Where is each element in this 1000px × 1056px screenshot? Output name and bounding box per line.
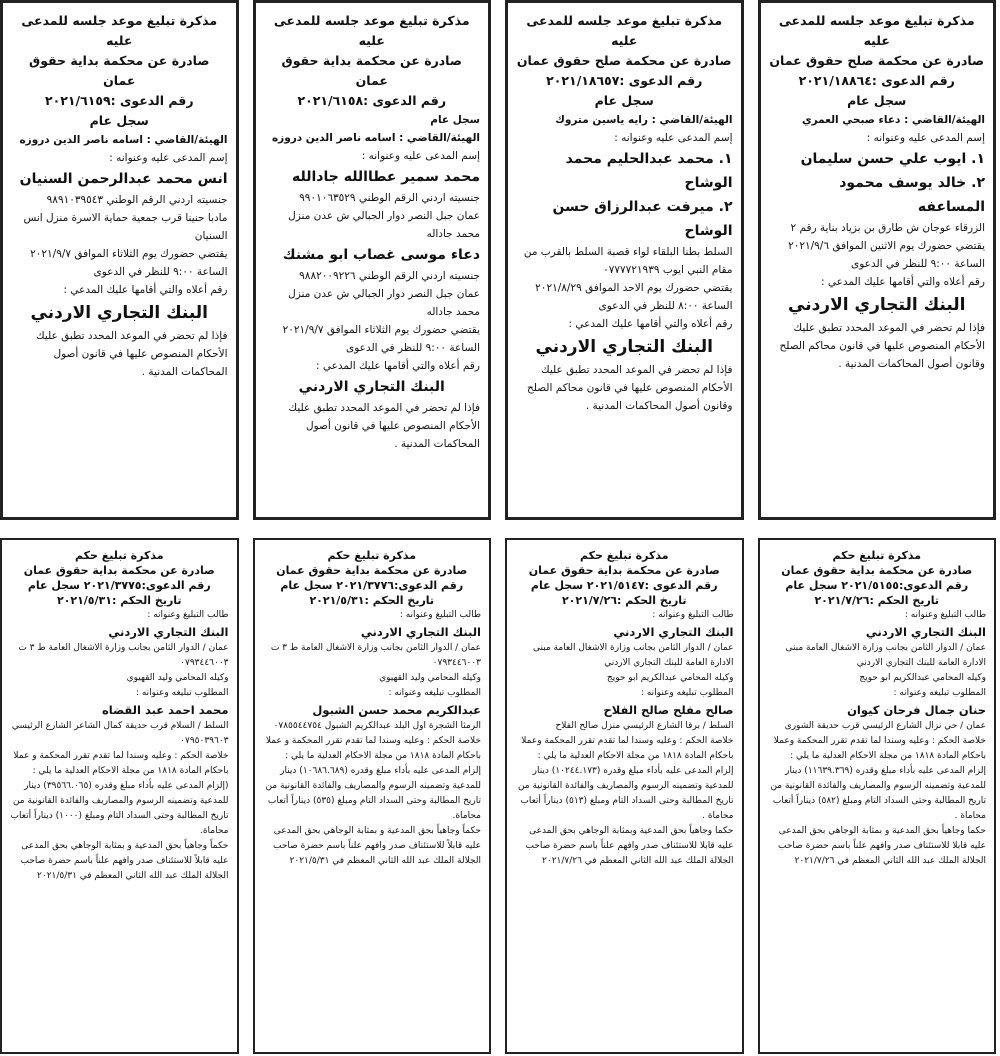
notice-court: صادرة عن محكمة بداية حقوق عمان <box>29 53 210 88</box>
hearing-notice-4 <box>0 0 239 520</box>
hearing-text: يقتضي حضورك يوم الاثنين الموافق ٢٠٢١/٩/٦ الساعة ٩:٠٠ للنظر في الدعوى <box>788 240 985 270</box>
defendant-name: دعاء موسى غصاب ابو مشنك <box>282 247 480 263</box>
notice-registry: سجل عام <box>89 113 149 128</box>
notice-title: مذكرة تبليغ حكم <box>74 549 164 562</box>
judgment-date: تاريخ الحكم :٢٠٢١/٧/٢٦ <box>561 594 687 607</box>
defendant-address: عمان جبل النصر دوار الجبالي ش عدن منزل محمد جاداله <box>288 210 480 240</box>
notice-judge: الهيئة/القاضي : دعاء صبحي العمري <box>801 114 985 126</box>
notice-registry: سجل عام <box>594 93 654 108</box>
defendant-label: إسم المدعى عليه وعنوانه : <box>361 150 480 162</box>
notice-title: مذكرة تبليغ موعد جلسه للمدعى عليه <box>273 13 470 48</box>
case-reference: رقم أعلاه والتي أقامها عليك المدعي : <box>821 276 985 288</box>
requester-address: عمان / الدوار الثامن بجانب وزارة الاشغال العامة مبنى الادارة العامة للبنك التجاري الاردني <box>532 643 734 668</box>
requester-name: البنك التجاري الاردني <box>360 625 481 639</box>
notice-case-number: رقم الدعوى:٢٠٢١/٣٧٧٦ سجل عام <box>280 579 464 592</box>
notice-title: مذكرة تبليغ حكم <box>832 549 922 562</box>
case-reference: رقم أعلاه والتي أقامها عليك المدعي : <box>63 284 228 296</box>
hearing-notice-3 <box>253 0 492 520</box>
served-label: المطلوب تبليغه وعنوانه : <box>640 688 734 698</box>
hearing-notice-1 <box>758 0 997 520</box>
judgment-summary: خلاصة الحكم : وعليه وسندا لما تقدم تقرر المحكمة وعملا باحكام المادة ١٨١٨ من مجلة الاحكام العدلية ما يلي : <box>773 736 986 761</box>
requester-address: عمان / الدوار الثامن بجانب وزارة الاشغال العامة مبنى الادارة العامة للبنك التجاري الاردني <box>785 643 986 668</box>
notice-court: صادرة عن محكمة صلح حقوق عمان <box>769 53 985 68</box>
defendant-label: إسم المدعى عليه وعنوانه : <box>866 132 985 144</box>
defendant-id: جنسيته اردني الرقم الوطني ٩٨٩١٠٣٩٥٤٣ <box>46 194 228 206</box>
warning-text: فإذا لم تحضر في الموعد المحدد تطبق عليك الأحكام المنصوص عليها في قانون أصول المحاكمات المدنية . <box>36 330 228 378</box>
defendant-address: عمان جبل النصر دوار الجبالي ش عدن منزل محمد جاداله <box>288 288 480 318</box>
lawyer-name: وكيله المحامي عبدالكريم ابو حويج <box>606 673 734 683</box>
case-reference: رقم أعلاه والتي أقامها عليك المدعي : <box>316 360 480 372</box>
plaintiff-name: البنك التجاري الاردني <box>788 295 966 315</box>
judgment-notice-3 <box>253 538 492 1054</box>
requester-label: طالب التبليغ وعنوانه : <box>904 610 986 620</box>
judgment-date: تاريخ الحكم :٢٠٢١/٥/٣١ <box>309 594 435 607</box>
notice-registry: سجل عام <box>430 114 480 126</box>
defendant-name: ٢. ميرفت عبدالرزاق حسن الوشاح <box>552 199 733 239</box>
served-address: عمان / حي نزال الشارع الرئيسي قرب حديقة الشورى <box>784 721 986 731</box>
notice-court: صادرة عن محكمة بداية حقوق عمان <box>276 564 468 577</box>
served-name: صالح مفلح صالح الفلاح <box>603 703 734 717</box>
defendant-id: جنسيته اردني الرقم الوطني ٩٨٨٢٠٠٩٢٢٦ <box>299 270 480 282</box>
notice-title: مذكرة تبليغ موعد جلسه للمدعى عليه <box>21 13 218 48</box>
defendant-name: ١. محمد عبدالحليم محمد الوشاح <box>565 151 733 191</box>
judgment-ruling: إلزام المدعى عليه بأداء مبلغ وقدره (١١٦٣٩.٣٦٩) دينار للمدعية وتضمينه الرسوم والمصاريف والفائدة القانونية من تاريخ المطالبة وحتى السداد التام ومبلغ (٥٨٢) ديناراً أتعاب محاماة . <box>770 766 986 821</box>
defendant-name: ١. ايوب علي حسن سليمان <box>800 151 985 167</box>
notice-title: مذكرة تبليغ موعد جلسه للمدعى عليه <box>526 13 723 48</box>
served-name: حنان جمال فرحان كيوان <box>847 703 986 717</box>
judgment-date: تاريخ الحكم :٢٠٢١/٥/٣١ <box>56 594 182 607</box>
plaintiff-name: البنك التجاري الاردني <box>535 337 713 357</box>
judgment-ruling: (إلزام المدعى عليه بأداء مبلغ وقدره (٣٩٥٦٦.٠٦٥) دينار للمدعية وتضمينه الرسوم والمصاريف والفائدة القانونية من تاريخ المطالبة وحتى السداد التام ومبلغ (١٠٠٠) ديناراً أتعاب محاماة. <box>10 781 229 836</box>
notice-judge: الهيئة/القاضي : اسامه ناصر الدين دروزه <box>19 134 228 146</box>
plaintiff-name: البنك التجاري الاردني <box>298 379 445 395</box>
requester-name: البنك التجاري الاردني <box>108 625 229 639</box>
requester-address: عمان / الدوار الثامن بجانب وزارة الاشغال العامة ط ٣ ت ٠٧٩٣٤٤٦٠٠٣ <box>270 643 481 668</box>
judgment-verdict: حكما وجاهياً بحق المدعية وبمثابة الوجاهي بحق المدعى عليه قابلا للاستئناف صدر وافهم علناً باسم حضرة صاحب الجلالة الملك عبد الله الثاني المعظم في ٢٠٢١/٧/٢٦ <box>525 826 734 866</box>
hearing-text: يقتضي حضورك يوم الاحد الموافق ٢٠٢١/٨/٢٩ الساعة ٨:٠٠ للنظر في الدعوى <box>535 282 733 312</box>
served-label: المطلوب تبليغه وعنوانه : <box>893 688 986 698</box>
notice-court: صادرة عن محكمة بداية حقوق عمان <box>528 564 720 577</box>
served-label: المطلوب تبليغه وعنوانه : <box>388 688 481 698</box>
top-row <box>0 0 1000 520</box>
notice-case-number: رقم الدعوى :٢٠٢١/٦١٥٩ <box>44 93 194 108</box>
notice-judge: الهيئة/القاضي : اسامه ناصر الدين دروزه <box>271 132 480 144</box>
judgment-notice-4 <box>0 538 239 1054</box>
defendant-label: إسم المدعى عليه وعنوانه : <box>614 132 733 144</box>
requester-label: طالب التبليغ وعنوانه : <box>652 610 734 620</box>
defendant-label: إسم المدعى عليه وعنوانه : <box>109 152 228 164</box>
served-name: محمد احمد عبد القضاه <box>101 703 229 717</box>
hearing-notice-2 <box>505 0 744 520</box>
served-label: المطلوب تبليغه وعنوانه : <box>135 688 229 698</box>
warning-text: فإذا لم تحضر في الموعد المحدد تطبق عليك الأحكام المنصوص عليها في قانون محاكم الصلح وقانون أصول المحاكمات المدنية . <box>526 364 733 412</box>
judgment-summary: خلاصة الحكم : وعليه وسندا لما تقدم تقرر المحكمة و عملا باحكام المادة ١٨١٨ من مجلة الاحكام العدلية ما يلي : <box>265 736 481 761</box>
requester-address: عمان / الدوار الثامن بجانب وزارة الاشغال العامة ط ٣ ت ٠٧٩٣٤٤٦٠٠٣ <box>18 643 229 668</box>
requester-name: البنك التجاري الاردني <box>613 625 734 639</box>
plaintiff-name: البنك التجاري الاردني <box>30 303 208 323</box>
judgment-notice-2 <box>505 538 744 1054</box>
requester-name: البنك التجاري الاردني <box>865 625 986 639</box>
notice-case-number: رقم الدعوى :٢٠٢١/١٨٨٦٤ <box>798 73 955 88</box>
judgment-verdict: حكماً وجاهياً بحق المدعية و بمثابة الوجاهي بحق المدعى عليه قابلاً للاستئناف صدر وافهم علناً باسم حضرة صاحب الجلالة الملك عبد الله الثاني المعظم في ٢٠٢١/٥/٣١ <box>20 841 229 881</box>
defendant-name: محمد سمير عطاالله جادالله <box>292 169 480 185</box>
judgment-summary: خلاصة الحكم : وعليه وسندا لما تقدم تقرر المحكمة و عملا باحكام المادة ١٨١٨ من مجلة الاحكام العدلية ما يلي : <box>13 751 229 776</box>
lawyer-name: وكيله المحامي وليد القهيوي <box>126 673 229 683</box>
defendant-name: انس محمد عبدالرحمن السنيان <box>19 171 228 187</box>
warning-text: فإذا لم تحضر في الموعد المحدد تطبق عليك الأحكام المنصوص عليها في قانون أصول المحاكمات المدنية . <box>288 402 480 450</box>
notice-judge: الهيئة/القاضي : رايه ياسين متروك <box>555 114 733 126</box>
lawyer-name: وكيله المحامي وليد القهيوي <box>379 673 481 683</box>
lawyer-name: وكيله المحامي عبدالكريم ابو حويج <box>859 673 986 683</box>
served-address: الرمثا الشجرة اول البلد عبدالكريم الشبول ٠٧٨٥٥٤٤٧٥٤ <box>273 721 481 731</box>
defendant-address: السلط بطنا البلقاء لواء قصبة السلط بالقرب من مقام النبي ايوب ٠٧٧٧٧٢١٩٣٩ <box>523 246 733 276</box>
notice-title: مذكرة تبليغ موعد جلسه للمدعى عليه <box>778 13 975 48</box>
notice-title: مذكرة تبليغ حكم <box>327 549 417 562</box>
defendant-address: مادبا حنينا قرب جمعية حماية الاسرة منزل انس السنيان <box>23 212 228 242</box>
defendant-name: ٢. خالد يوسف محمود المساعفه <box>839 175 985 215</box>
notice-court: صادرة عن محكمة صلح حقوق عمان <box>516 53 732 68</box>
notice-court: صادرة عن محكمة بداية حقوق عمان <box>23 564 215 577</box>
notice-court: صادرة عن محكمة بداية حقوق عمان <box>781 564 973 577</box>
hearing-text: يقتضي حضورك يوم الثلاثاء الموافق ٢٠٢١/٩/٧ الساعة ٩:٠٠ للنظر في الدعوى <box>282 324 480 354</box>
judgment-verdict: حكما وجاهياً بحق المدعية و بمثابة الوجاهي بحق المدعى عليه قابلا للاستئناف صدر وافهم علناً باسم حضرة صاحب الجلالة الملك عبد الله الثاني المعظم في ٢٠٢١/٧/٢٦ <box>778 826 986 866</box>
served-address: السلط / برقا الشارع الرئيسي منزل صالح الفلاح <box>555 721 734 731</box>
hearing-text: يقتضي حضورك يوم الثلاثاء الموافق ٢٠٢١/٩/٧ الساعة ٩:٠٠ للنظر في الدعوى <box>30 248 228 278</box>
warning-text: فإذا لم تحضر في الموعد المحدد تطبق عليك الأحكام المنصوص عليها في قانون محاكم الصلح وقانون أصول المحاكمات المدنية . <box>779 322 985 370</box>
bottom-row <box>0 538 1000 1054</box>
notice-case-number: رقم الدعوى :٢٠٢١/١٨٦٥٧ <box>546 73 703 88</box>
defendant-id: جنسيته اردني الرقم الوطني ٩٩٠١٠٦٣٥٢٩ <box>299 192 480 204</box>
notice-case-number: رقم الدعوى :٢٠٢١/٦١٥٨ <box>297 93 447 108</box>
notice-case-number: رقم الدعوى:٢٠٢١/٥١٥٥ سجل عام <box>785 579 969 592</box>
served-address: السلط / السلام قرب حديقة كمال الشاعر الشارع الرئيسي ٠٧٩٥٠٣٩٦٠٣ <box>11 721 229 746</box>
notice-case-number: رقم الدعوى:٢٠٢١/٣٧٧٥ سجل عام <box>27 579 211 592</box>
judgment-verdict: حكماً وجاهياً بحق المدعية و بمثابة الوجاهي بحق المدعى عليه قابلاً للاستئناف صدر وافهم علناً باسم حضرة صاحب الجلالة الملك عبد الله الثاني المعظم في ٢٠٢١/٥/٣١ <box>273 826 481 866</box>
judgment-notice-1 <box>758 538 997 1054</box>
judgment-date: تاريخ الحكم :٢٠٢١/٧/٢٦ <box>814 594 940 607</box>
judgment-ruling: إلزام المدعى عليه بأداء مبلغ وقدره (١٠٦٨٦.٦٨٩) دينار للمدعية وتضمينه الرسوم والمصاريف والفائدة القانونية من تاريخ المطالبة وحتى السداد التام ومبلغ (٥٣٥) ديناراً أتعاب محاماة. <box>265 766 481 821</box>
notice-court: صادرة عن محكمة بداية حقوق عمان <box>281 53 462 88</box>
notice-case-number: رقم الدعوى :٢٠٢١/٥١٤٧ سجل عام <box>530 579 718 592</box>
defendant-address: الزرقاء عوجان ش طارق بن بزياد بناية رقم ٢ <box>790 222 985 234</box>
judgment-ruling: إلزام المدعى عليه بأداء مبلغ وقدره (١٠٢٤٤.١٧٣) دينار للمدعية وتضمينه الرسوم والمصاريف والفائدة القانونية من تاريخ المطالبة وحتى السداد التام ومبلغ (٥١٣) ديناراً أتعاب محاماة . <box>517 766 734 821</box>
notice-registry: سجل عام <box>847 93 907 108</box>
served-name: عبدالكريم محمد حسن الشبول <box>312 703 481 717</box>
judgment-summary: خلاصة الحكم : وعليه وسندا لما تقدم تقرر المحكمة وعملا باحكام المادة ١٨١٨ من مجلة الاحكام العدلية ما يلي : <box>521 736 734 761</box>
notice-title: مذكرة تبليغ حكم <box>579 549 669 562</box>
case-reference: رقم أعلاه والتي أقامها عليك المدعي : <box>568 318 733 330</box>
requester-label: طالب التبليغ وعنوانه : <box>147 610 229 620</box>
requester-label: طالب التبليغ وعنوانه : <box>399 610 481 620</box>
